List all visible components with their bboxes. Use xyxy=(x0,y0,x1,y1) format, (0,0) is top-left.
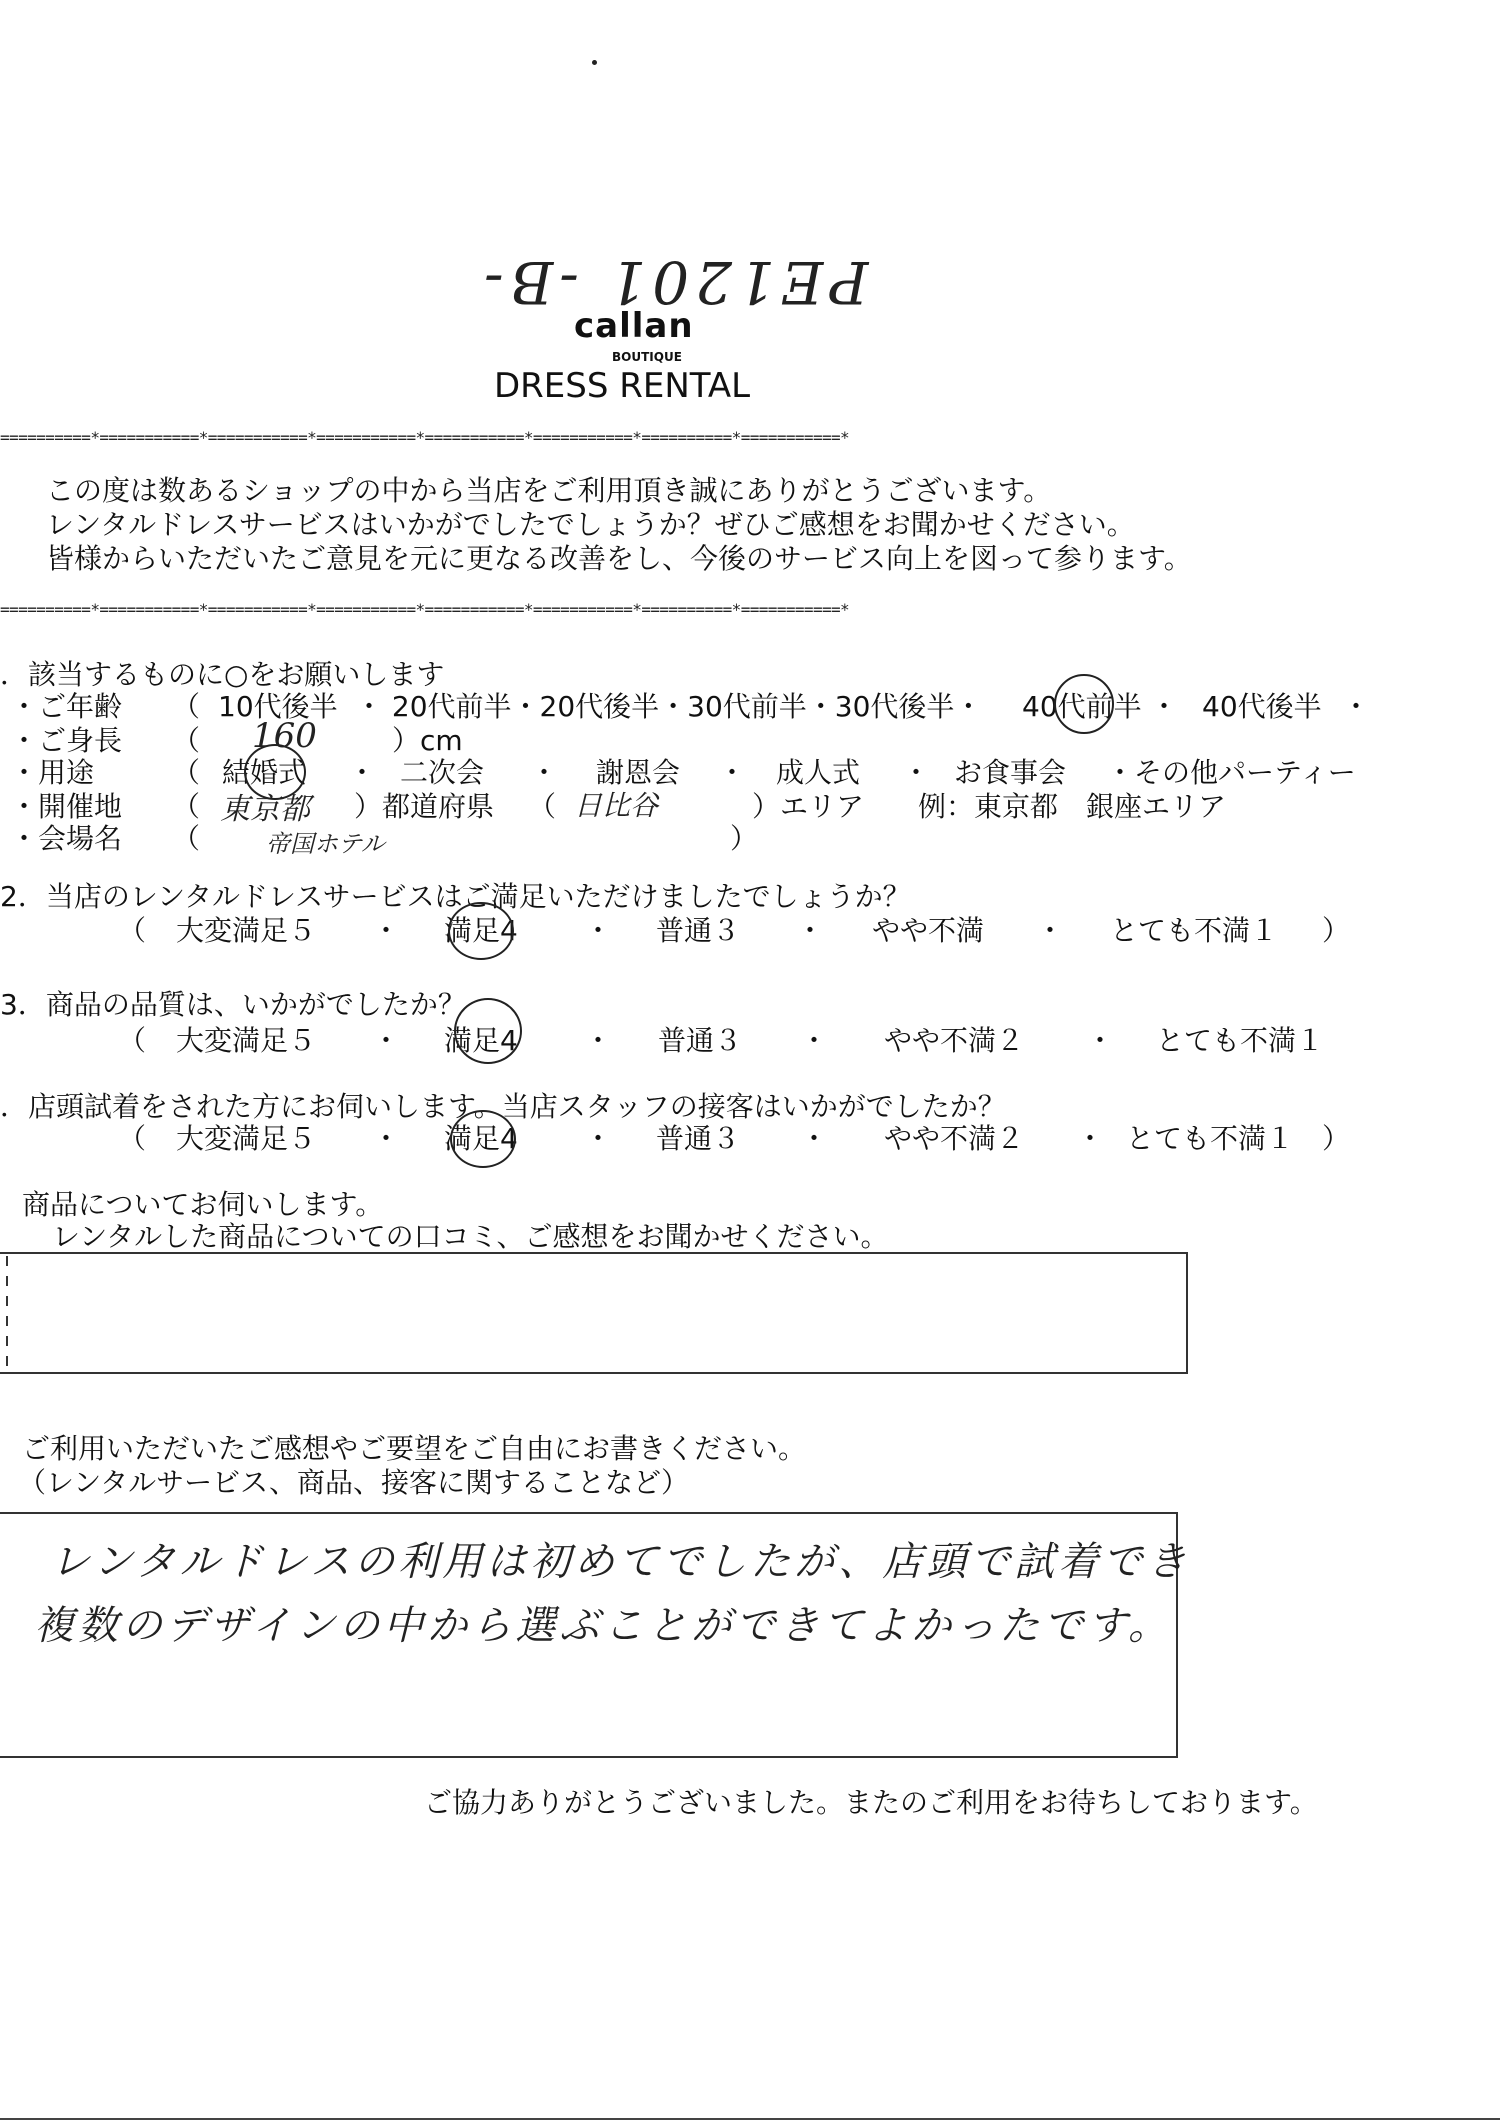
q2-option-normal: 普通３ xyxy=(656,914,741,947)
q2-selected-circle xyxy=(448,902,514,960)
brand-subtitle: BOUTIQUE xyxy=(612,350,682,364)
purpose-sep-4: ・ xyxy=(902,756,931,789)
height-unit: ）cm xyxy=(392,724,463,757)
q6-answer-line-1: レンタルドレスの利用は初めてでしたが、店頭で試着でき xyxy=(50,1539,1191,1585)
q2-sep-3: ・ xyxy=(796,914,825,947)
q3-sep-4: ・ xyxy=(1086,1024,1115,1057)
location-label: ・開催地 xyxy=(10,790,123,823)
closing-message: ご協力ありがとうございました。またのご利用をお待ちしております。 xyxy=(424,1786,1318,1819)
q4-option-very-dissatisfied: とても不満１ xyxy=(1126,1122,1295,1155)
q4-option-satisfied: 満足4 xyxy=(444,1122,518,1155)
location-prefecture-suffix: ）都道府県 xyxy=(354,790,495,823)
q2-close: ） xyxy=(1322,914,1351,947)
q3-option-slightly-dissatisfied: やや不満２ xyxy=(884,1024,1025,1057)
age-label: ・ご年齢 xyxy=(10,690,123,723)
venue-value: 帝国ホテル xyxy=(266,830,385,858)
q3-sep-3: ・ xyxy=(800,1024,829,1057)
purpose-option-dinner: お食事会 xyxy=(954,756,1067,789)
purpose-open: （ xyxy=(172,756,201,789)
q2-title: 2．当店のレンタルドレスサービスはご満足いただけましたでしょうか？ xyxy=(0,880,911,913)
q4-open: （ xyxy=(118,1122,147,1155)
age-option-end: ・ xyxy=(1342,690,1371,723)
separator-line-top: ==========*===========*===========*===========*===========*===========*==========*===========* xyxy=(0,428,850,447)
bottom-rule xyxy=(0,2118,1500,2120)
age-option-open: （ xyxy=(172,690,201,723)
q5-box-left-mark xyxy=(6,1256,8,1372)
q3-option-satisfied: 満足4 xyxy=(444,1024,518,1057)
q1-title: ．該当するものに○をお願いします xyxy=(0,658,445,691)
q6-line-2: （レンタルサービス、商品、接客に関することなど） xyxy=(18,1466,690,1499)
location-area-suffix: ）エリア xyxy=(752,790,865,823)
location-prefecture: 東京都 xyxy=(220,792,310,827)
q4-close: ） xyxy=(1322,1122,1351,1155)
height-label: ・ご身長 xyxy=(10,724,123,757)
purpose-option-coming-of-age: 成人式 xyxy=(776,756,861,789)
q3-sep-2: ・ xyxy=(584,1024,613,1057)
q4-option-slightly-dissatisfied: やや不満２ xyxy=(884,1122,1025,1155)
location-example: 例：東京都 銀座エリア xyxy=(918,790,1227,823)
q2-option-very-satisfied: 大変満足５ xyxy=(176,914,317,947)
q3-open: （ xyxy=(118,1024,147,1057)
age-selected-circle xyxy=(1054,674,1114,734)
separator-line-bottom: ==========*===========*===========*===========*===========*===========*==========*===========* xyxy=(0,600,850,619)
q4-selected-circle xyxy=(450,1110,516,1168)
purpose-option-wedding: 結婚式 xyxy=(222,756,307,789)
q5-line-1: 商品についてお伺いします。 xyxy=(22,1188,384,1221)
q4-option-normal: 普通３ xyxy=(656,1122,741,1155)
q5-line-2: レンタルした商品についての口コミ、ご感想をお聞かせください。 xyxy=(52,1220,889,1253)
purpose-option-thanks-party: 謝恩会 xyxy=(596,756,681,789)
q3-sep-1: ・ xyxy=(372,1024,401,1057)
q2-sep-1: ・ xyxy=(372,914,401,947)
intro-line-3: 皆様からいただいたご意見を元に更なる改善をし、今後のサービス向上を図って参ります。 xyxy=(46,542,1192,575)
q2-sep-4: ・ xyxy=(1036,914,1065,947)
q2-option-slightly-dissatisfied: やや不満 xyxy=(872,914,985,947)
brand-logo-text: callan xyxy=(574,306,694,346)
purpose-option-other: ・その他パーティー xyxy=(1106,756,1356,789)
purpose-label: ・用途 xyxy=(10,756,95,789)
purpose-sep-3: ・ xyxy=(718,756,747,789)
q2-option-satisfied: 満足4 xyxy=(444,914,518,947)
q4-sep-1: ・ xyxy=(372,1122,401,1155)
age-option-10s-late: 10代後半 xyxy=(218,690,338,723)
venue-close: ） xyxy=(730,822,759,855)
q5-answer-box[interactable] xyxy=(0,1252,1188,1374)
q2-option-very-dissatisfied: とても不満１ xyxy=(1110,914,1279,947)
handwritten-reference-code: PE1201 -B- xyxy=(478,248,869,316)
q3-title: 3．商品の品質は、いかがでしたか？ xyxy=(0,988,466,1021)
purpose-sep-1: ・ xyxy=(348,756,377,789)
age-option-sep: ・ xyxy=(1150,690,1179,723)
purpose-sep-2: ・ xyxy=(530,756,559,789)
q6-answer-line-2: 複数のデザインの中から選ぶことができてよかったです。 xyxy=(34,1603,1172,1649)
q3-option-very-dissatisfied: とても不満１ xyxy=(1156,1024,1325,1057)
q3-option-normal: 普通３ xyxy=(658,1024,743,1057)
q4-sep-4: ・ xyxy=(1076,1122,1105,1155)
scan-speck xyxy=(592,60,597,65)
location-open-2: （ xyxy=(528,790,557,823)
location-area: 日比谷 xyxy=(574,789,659,822)
q2-open: （ xyxy=(118,914,147,947)
location-open: （ xyxy=(172,790,201,823)
height-value: 160 xyxy=(252,716,317,756)
venue-label: ・会場名 xyxy=(10,822,123,855)
age-option-20s-30s: ・ 20代前半・20代後半・30代前半・30代後半・ xyxy=(355,690,983,723)
age-option-40s-late: 40代後半 xyxy=(1202,690,1322,723)
q3-selected-circle xyxy=(454,998,522,1064)
intro-line-1: この度は数あるショップの中から当店をご利用頂き誠にありがとうございます。 xyxy=(46,474,1052,507)
q2-sep-2: ・ xyxy=(584,914,613,947)
q3-option-very-satisfied: 大変満足５ xyxy=(176,1024,317,1057)
venue-open: （ xyxy=(172,822,201,855)
q4-sep-2: ・ xyxy=(584,1122,613,1155)
intro-line-2: レンタルドレスサービスはいかがでしたでしょうか？ぜひご感想をお聞かせください。 xyxy=(46,508,1135,541)
q6-line-1: ご利用いただいたご感想やご要望をご自由にお書きください。 xyxy=(22,1432,807,1465)
q4-title: ．店頭試着をされた方にお伺いします。当店スタッフの接客はいかがでしたか？ xyxy=(0,1090,1006,1123)
q4-sep-3: ・ xyxy=(800,1122,829,1155)
age-option-40s-early: 40代前半 xyxy=(1022,690,1142,723)
height-open: （ xyxy=(172,724,201,757)
purpose-option-afterparty: 二次会 xyxy=(400,756,485,789)
q4-option-very-satisfied: 大変満足５ xyxy=(176,1122,317,1155)
service-title: DRESS RENTAL xyxy=(494,366,751,406)
